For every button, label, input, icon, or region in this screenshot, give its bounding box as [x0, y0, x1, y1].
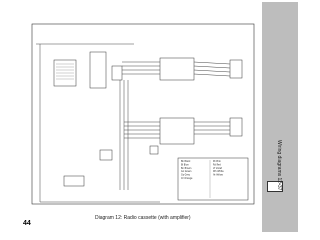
speaker-connector-top — [230, 60, 242, 78]
page-number: 44 — [23, 220, 31, 227]
key-item: Vi Violet — [213, 166, 222, 170]
key-item: Pk Pink — [213, 160, 221, 163]
lower-left-component — [64, 176, 84, 186]
section-title: Wiring diagrams 12•37 — [276, 140, 282, 191]
key-item: Rd Red — [213, 163, 221, 167]
radio-connector — [112, 66, 122, 80]
lower-mid-box — [150, 146, 158, 154]
amp-bottom-block — [160, 118, 194, 144]
lower-left-box — [100, 150, 112, 160]
diagram-caption: Diagram 12: Radio cassette (with amplifier) — [95, 215, 191, 221]
key-item: Bn Brown — [181, 166, 192, 170]
key-item: Bk Black — [181, 160, 191, 163]
key-item: Gn Green — [181, 170, 192, 174]
speaker-connector-bottom — [230, 118, 242, 136]
radio-cassette-block — [90, 52, 106, 88]
amp-top-block — [160, 58, 194, 80]
key-item: Or Orange — [181, 177, 193, 180]
key-item: Gy Grey — [181, 173, 190, 177]
key-item: Wh White — [213, 170, 224, 174]
key-item: Bl Blue — [181, 163, 189, 167]
key-item: Ye Yellow — [213, 173, 223, 177]
